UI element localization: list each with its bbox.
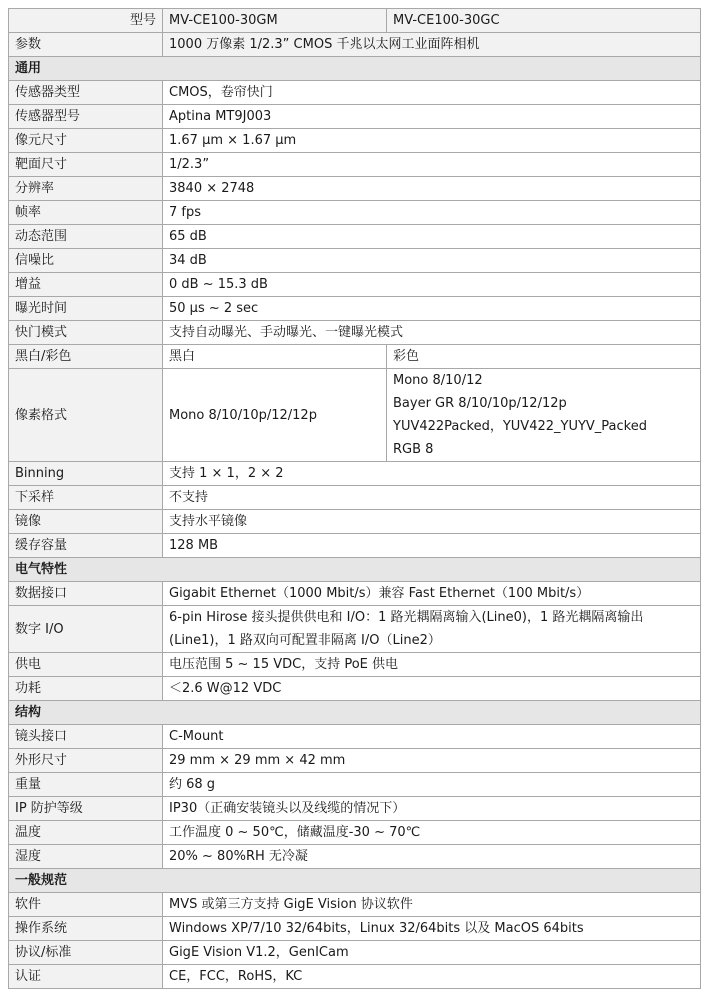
row-value: 65 dB (163, 225, 701, 249)
row-protocol (9, 941, 701, 965)
row-value: 支持水平镜像 (163, 510, 701, 534)
row-label: 缓存容量 (9, 534, 163, 558)
model-row (9, 9, 701, 33)
row-value: 7 fps (163, 201, 701, 225)
row-value: 128 MB (163, 534, 701, 558)
model-gm: MV-CE100-30GM (163, 9, 387, 33)
row-value: IP30（正确安装镜头以及线缆的情况下） (163, 797, 701, 821)
row-value: Windows XP/7/10 32/64bits，Linux 32/64bits 以及 MacOS 64bits (163, 917, 701, 941)
row-value: 支持 1 × 1，2 × 2 (163, 462, 701, 486)
row-value: 电压范围 5 ~ 15 VDC，支持 PoE 供电 (163, 653, 701, 677)
row-power (9, 653, 701, 677)
row-certification (9, 965, 701, 989)
row-mirror (9, 510, 701, 534)
model-gc: MV-CE100-30GC (387, 9, 701, 33)
row-label: 操作系统 (9, 917, 163, 941)
row-label: 像元尺寸 (9, 129, 163, 153)
row-label: 分辨率 (9, 177, 163, 201)
row-value: 1.67 µm × 1.67 µm (163, 129, 701, 153)
row-value: Gigabit Ethernet（1000 Mbit/s）兼容 Fast Ethernet（100 Mbit/s） (163, 582, 701, 606)
row-exposure (9, 297, 701, 321)
row-gain (9, 273, 701, 297)
row-value: MVS 或第三方支持 GigE Vision 协议软件 (163, 893, 701, 917)
row-temperature (9, 821, 701, 845)
section-general (9, 57, 701, 81)
row-snr (9, 249, 701, 273)
row-label: 外形尺寸 (9, 749, 163, 773)
format-line: Bayer GR 8/10/10p/12/12p (393, 396, 567, 411)
row-dynamic-range (9, 225, 701, 249)
row-label: 重量 (9, 773, 163, 797)
row-sensor-model (9, 105, 701, 129)
row-ip-rating (9, 797, 701, 821)
row-value: C-Mount (163, 725, 701, 749)
row-lens-mount (9, 725, 701, 749)
section-title: 通用 (9, 57, 701, 81)
section-structure (9, 701, 701, 725)
value-gm: Mono 8/10/10p/12/12p (163, 369, 387, 462)
row-value: CMOS，卷帘快门 (163, 81, 701, 105)
row-label: 快门模式 (9, 321, 163, 345)
row-label: 软件 (9, 893, 163, 917)
row-value: 50 µs ~ 2 sec (163, 297, 701, 321)
row-shutter-mode (9, 321, 701, 345)
row-label: 像素格式 (9, 369, 163, 462)
row-frame-rate (9, 201, 701, 225)
row-value: 支持自动曝光、手动曝光、一键曝光模式 (163, 321, 701, 345)
value-gc: 彩色 (387, 345, 701, 369)
row-label: 数字 I/O (9, 606, 163, 653)
row-value (163, 606, 701, 653)
row-value: Aptina MT9J003 (163, 105, 701, 129)
row-value: 工作温度 0 ~ 50℃，储藏温度-30 ~ 70℃ (163, 821, 701, 845)
row-buffer (9, 534, 701, 558)
row-value: ＜2.6 W@12 VDC (163, 677, 701, 701)
row-value: 3840 × 2748 (163, 177, 701, 201)
row-label: 协议/标准 (9, 941, 163, 965)
format-line: Mono 8/10/12 (393, 373, 483, 388)
row-resolution (9, 177, 701, 201)
value-gm: 黑白 (163, 345, 387, 369)
row-label: 黑白/彩色 (9, 345, 163, 369)
row-weight (9, 773, 701, 797)
row-pixel-format (9, 369, 701, 462)
row-data-interface (9, 582, 701, 606)
row-os (9, 917, 701, 941)
row-value: 1/2.3” (163, 153, 701, 177)
row-sensor-type (9, 81, 701, 105)
format-line: RGB 8 (393, 442, 434, 457)
row-label: Binning (9, 462, 163, 486)
model-label: 型号 (9, 9, 163, 33)
product-description: 1000 万像素 1/2.3” CMOS 千兆以太网工业面阵相机 (163, 33, 701, 57)
row-software (9, 893, 701, 917)
section-title: 电气特性 (9, 558, 701, 582)
row-label: 供电 (9, 653, 163, 677)
row-label: 曝光时间 (9, 297, 163, 321)
section-electrical (9, 558, 701, 582)
row-decimation (9, 486, 701, 510)
row-label: 帧率 (9, 201, 163, 225)
row-consumption (9, 677, 701, 701)
row-dimensions (9, 749, 701, 773)
row-pixel-size (9, 129, 701, 153)
row-binning (9, 462, 701, 486)
row-label: 镜像 (9, 510, 163, 534)
spec-table (8, 8, 701, 989)
row-label: 传感器类型 (9, 81, 163, 105)
value-gc (387, 369, 701, 462)
row-value: 约 68 g (163, 773, 701, 797)
row-label: 传感器型号 (9, 105, 163, 129)
row-mono-color (9, 345, 701, 369)
section-general-spec (9, 869, 701, 893)
param-row (9, 33, 701, 57)
row-label: 认证 (9, 965, 163, 989)
row-label: 温度 (9, 821, 163, 845)
row-value: CE，FCC，RoHS，KC (163, 965, 701, 989)
io-line: 6-pin Hirose 接头提供供电和 I/O：1 路光耦隔离输入(Line0)，1 路光耦隔离输出 (169, 610, 644, 625)
row-label: 镜头接口 (9, 725, 163, 749)
row-value: 不支持 (163, 486, 701, 510)
section-title: 结构 (9, 701, 701, 725)
row-value: 34 dB (163, 249, 701, 273)
row-label: 数据接口 (9, 582, 163, 606)
row-digital-io (9, 606, 701, 653)
row-value: GigE Vision V1.2，GenICam (163, 941, 701, 965)
section-title: 一般规范 (9, 869, 701, 893)
row-value: 0 dB ~ 15.3 dB (163, 273, 701, 297)
row-value: 20% ~ 80%RH 无冷凝 (163, 845, 701, 869)
param-label: 参数 (9, 33, 163, 57)
row-label: 动态范围 (9, 225, 163, 249)
row-label: 信噪比 (9, 249, 163, 273)
io-line: (Line1)，1 路双向可配置非隔离 I/O（Line2） (169, 633, 441, 648)
row-target-size (9, 153, 701, 177)
row-label: 增益 (9, 273, 163, 297)
row-label: 下采样 (9, 486, 163, 510)
row-label: 功耗 (9, 677, 163, 701)
row-humidity (9, 845, 701, 869)
row-label: 湿度 (9, 845, 163, 869)
format-line: YUV422Packed，YUV422_YUYV_Packed (393, 419, 647, 434)
row-label: 靶面尺寸 (9, 153, 163, 177)
row-label: IP 防护等级 (9, 797, 163, 821)
row-value: 29 mm × 29 mm × 42 mm (163, 749, 701, 773)
